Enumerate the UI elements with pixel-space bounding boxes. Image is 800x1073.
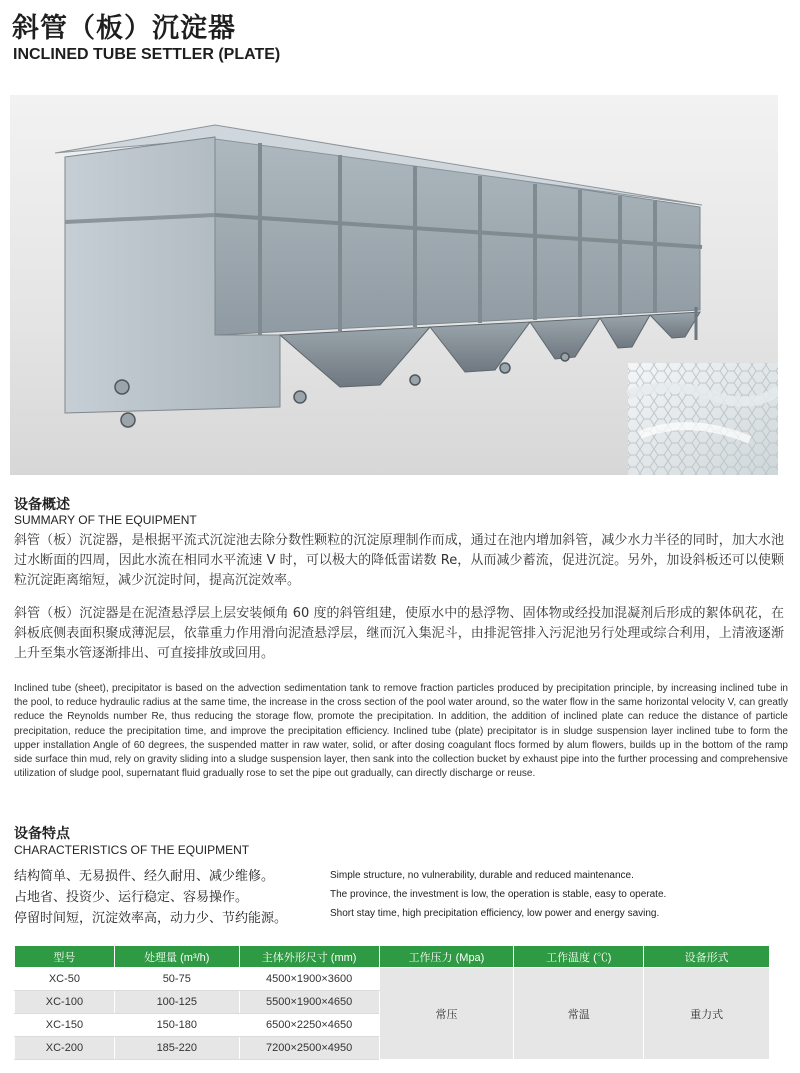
features-list-cn bbox=[14, 866, 287, 929]
cell-capacity: 100-125 bbox=[114, 991, 239, 1014]
feature-item-cn: 结构简单、无易损件、经久耐用、减少维修。 bbox=[14, 869, 275, 884]
feature-item-en: The province, the investment is low, the operation is stable, easy to operate. bbox=[330, 889, 667, 900]
cell-capacity: 150-180 bbox=[114, 1014, 239, 1037]
feature-item-en: Simple structure, no vulnerability, durable and reduced maintenance. bbox=[330, 870, 634, 881]
col-header-form: 设备形式 bbox=[644, 946, 770, 968]
cell-model: XC-150 bbox=[15, 1014, 115, 1037]
cell-model: XC-200 bbox=[15, 1037, 115, 1060]
summary-heading-en: SUMMARY OF THE EQUIPMENT bbox=[14, 513, 197, 527]
cell-model: XC-100 bbox=[15, 991, 115, 1014]
feature-item-en: Short stay time, high precipitation efficiency, low power and energy saving. bbox=[330, 908, 660, 919]
spec-table bbox=[14, 945, 770, 1060]
features-list-en bbox=[330, 866, 666, 923]
cell-dimensions: 4500×1900×3600 bbox=[239, 968, 379, 991]
cell-pressure: 常压 bbox=[379, 968, 514, 1060]
col-header-dimensions: 主体外形尺寸 (mm) bbox=[239, 946, 379, 968]
cell-temperature: 常温 bbox=[514, 968, 644, 1060]
summary-paragraph-en: Inclined tube (sheet), precipitator is based on the advection sedimentation tank to remove fraction particles produced by precipitation principle, by increasing inclined tube in the pool, to reduce hydraulic radius at the same time, the increase in the cross section of the pool water around, so the water flow in the same horizontal velocity V, can greatly reduce the Reynolds number Re, thus reducing the storage flow, promote the precipitation. In addition, the addition of inclined plate can reduce the distance of particle precipitation, reduce the precipitation time, and improve the precipitation efficiency. Inclined tube (plate) precipitator is in sludge suspension layer inclined tube to form the upper installation Angle of 60 degrees, the suspended matter in raw water, solid, or after dosing coagulant flocs formed by alum flowers, builds up in the bottom of the ramp side surface thin mud, rely on gravity sliding into a sludge suspension layer, then sank into the collection bucket by exhaust pipe into the further processing and comprehensive utilization of sludge pool, supernatant fluid gradually rose to set the pipe out gradually, can directly discharge or reuse. bbox=[14, 683, 788, 780]
spec-header-row bbox=[15, 946, 770, 968]
features-heading-cn: 设备特点 bbox=[14, 826, 70, 842]
feature-item-cn: 停留时间短，沉淀效率高，动力少、节约能源。 bbox=[14, 911, 288, 926]
summary-paragraph-cn-2: 斜管（板）沉淀器是在泥渣悬浮层上层安装倾角 60 度的斜管组建，使原水中的悬浮物、固体物或经投加混凝剂后形成的絮体矾花，在斜板底侧表面积聚成薄泥层，依靠重力作用滑向泥渣悬浮层，继而沉入集泥斗，由排泥管排入污泥池另行处理或综合利用，上清液逐渐上升至集水管逐渐排出、可直接排放或回用。 bbox=[14, 606, 784, 661]
summary-heading-cn: 设备概述 bbox=[14, 497, 70, 513]
cell-dimensions: 7200×2500×4950 bbox=[239, 1037, 379, 1060]
features-heading-en: CHARACTERISTICS OF THE EQUIPMENT bbox=[14, 843, 250, 857]
cell-form: 重力式 bbox=[644, 968, 770, 1060]
page-subtitle: INCLINED TUBE SETTLER (PLATE) bbox=[13, 46, 281, 63]
cell-model: XC-50 bbox=[15, 968, 115, 991]
table-row bbox=[15, 968, 770, 991]
feature-item-cn: 占地省、投资少、运行稳定、容易操作。 bbox=[14, 890, 249, 905]
cell-dimensions: 6500×2250×4650 bbox=[239, 1014, 379, 1037]
col-header-model: 型号 bbox=[15, 946, 115, 968]
col-header-capacity: 处理量 (m³/h) bbox=[114, 946, 239, 968]
col-header-pressure: 工作压力 (Mpa) bbox=[379, 946, 514, 968]
summary-paragraph-cn-1: 斜管（板）沉淀器，是根据平流式沉淀池去除分数性颗粒的沉淀原理制作而成，通过在池内增加斜管，减少水力半径的同时，加大水池过水断面的四周，因此水流在相同水平流速 V 时，可以极大的降低雷诺数 Re，从而减少蓄流，促进沉淀。另外，加设斜板还可以使颗粒沉淀距离缩短，减少沉淀时间，提高沉淀效率。 bbox=[14, 533, 784, 588]
page-title: 斜管（板）沉淀器 bbox=[12, 13, 236, 44]
cell-capacity: 185-220 bbox=[114, 1037, 239, 1060]
cell-capacity: 50-75 bbox=[114, 968, 239, 991]
cell-dimensions: 5500×1900×4650 bbox=[239, 991, 379, 1014]
col-header-temperature: 工作温度 (℃) bbox=[514, 946, 644, 968]
product-photo bbox=[10, 95, 778, 475]
